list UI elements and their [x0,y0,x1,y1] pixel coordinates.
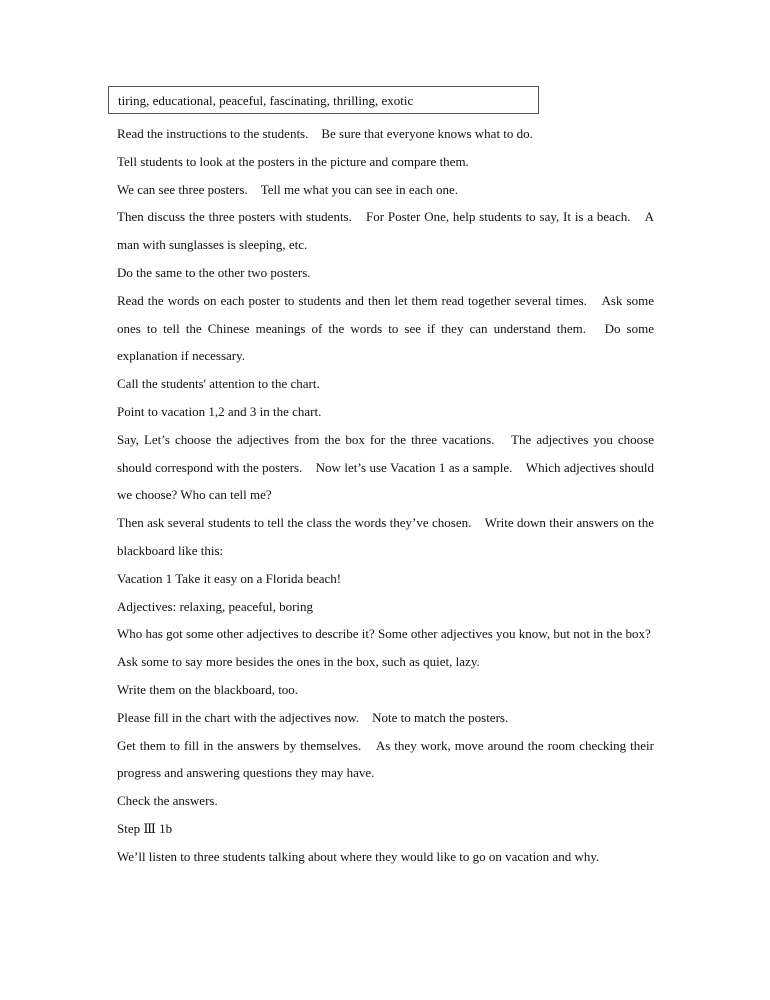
paragraph: Check the answers. [117,793,218,809]
paragraph: Adjectives: relaxing, peaceful, boring [117,598,314,614]
paragraph: We’ll listen to three students talking about where they would like to go on vacation and why. [117,848,600,864]
adjective-word-box: tiring, educational, peaceful, fascinating, thrilling, exotic [108,86,539,114]
paragraph: Please fill in the chart with the adjectives now. Note to match the posters. [117,709,509,725]
paragraph: Then discuss the three posters with students. For Poster One, help students to say, It is a beach. A man with sunglasses is sleeping, etc. [117,209,654,253]
paragraph: Get them to fill in the answers by themselves. As they work, move around the room checking their progress and answering questions they may have. [117,737,654,781]
paragraph: Read the words on each poster to students and then let them read together several times. Ask some ones to tell the Chinese meanings of the words to see if they can understand them. Do some explanation if necessary. [117,292,654,364]
paragraph: Say, Let’s choose the adjectives from the box for the three vacations. The adjectives you choose should correspond with the posters. Now let’s use Vacation 1 as a sample. Which adjectives should we choose? Who can tell me? [117,431,654,503]
step-heading: Step Ⅲ 1b [117,820,173,836]
paragraph: Point to vacation 1,2 and 3 in the chart. [117,403,322,419]
paragraph: Read the instructions to the students. Be sure that everyone knows what to do. [117,126,533,141]
paragraph: Tell students to look at the posters in the picture and compare them. [117,153,469,169]
paragraph: We can see three posters. Tell me what you can see in each one. [117,181,458,197]
paragraph: Then ask several students to tell the class the words they’ve chosen. Write down their answers on the blackboard like this: [117,515,654,558]
paragraph: Do the same to the other two posters. [117,264,311,280]
paragraph: Call the students' attention to the chart. [117,376,320,392]
paragraph: Write them on the blackboard, too. [117,681,299,697]
paragraph: Who has got some other adjectives to describe it? Some other adjectives you know, but not in the box? [117,626,651,642]
lesson-body [117,120,654,871]
paragraph: Vacation 1 Take it easy on a Florida beach! [117,570,342,586]
paragraph: Ask some to say more besides the ones in the box, such as quiet, lazy. [117,654,480,670]
